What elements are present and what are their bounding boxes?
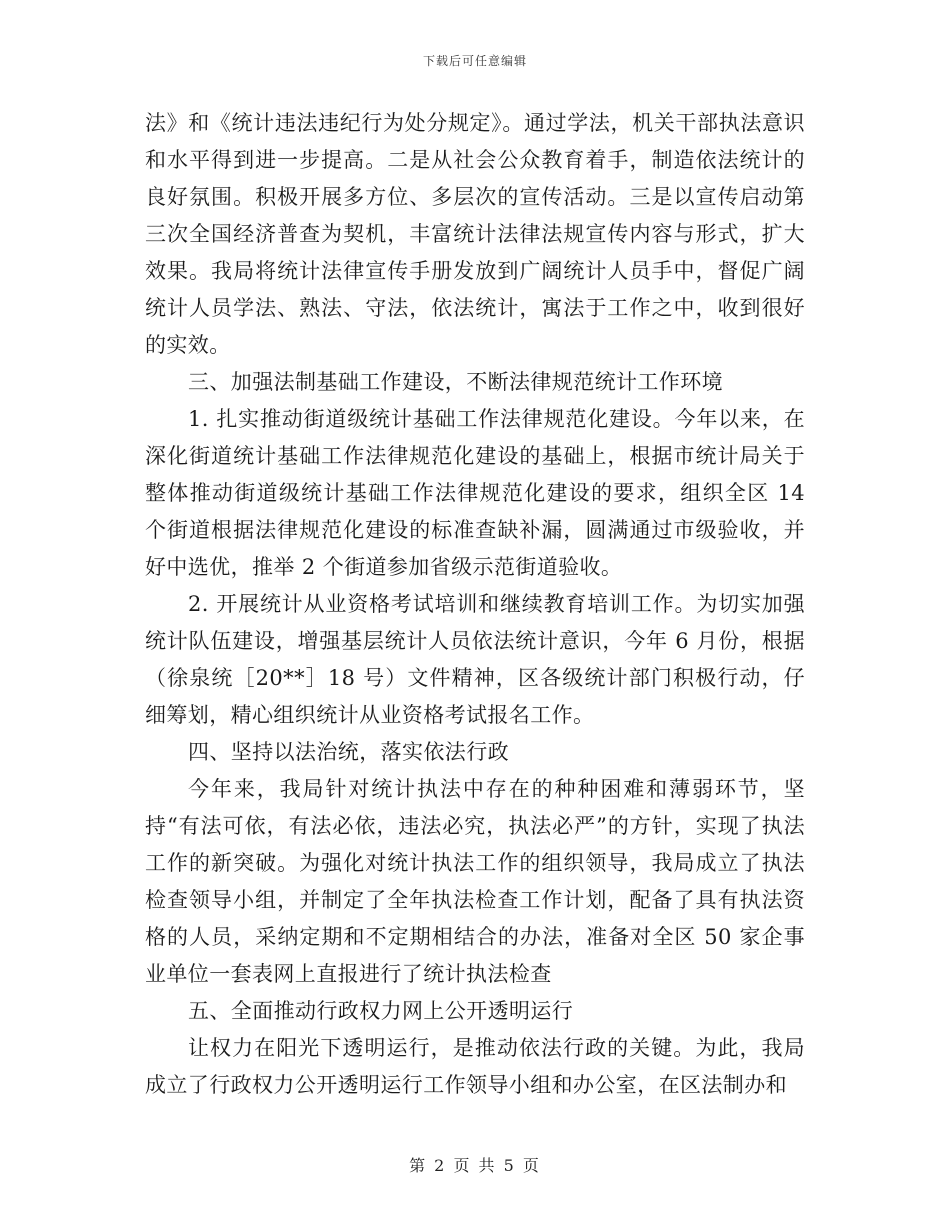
header-note: 下载后可任意编辑 [422,54,527,68]
page-number-footer: 第 2 页 共 5 页 [409,1156,541,1175]
section-heading-4: 四、坚持以法治统，落实依法行政 [188,740,509,764]
paragraph-section-4: 今年来，我局针对统计执法中存在的种种困难和薄弱环节，坚持“有法可依，有法必依，违法必究，执法必严”的方针，实现了执法工作的新突破。为强化对统计执法工作的组织领导，我局成立了执法检查领导小组，并制定了全年执法检查工作计划，配备了具有执法资格的人员，采纳定期和不定期相结合的办法，准备对全区 50 家企事业单位一套表网上直报进行了统计执法检查 [145,777,805,986]
section-heading-5: 五、全面推动行政权力网上公开透明运行 [188,999,574,1023]
paragraph-item-1: 1. 扎实推动街道级统计基础工作法律规范化建设。今年以来，在深化街道统计基础工作法律规范化建设的基础上，根据市统计局关于整体推动街道级统计基础工作法律规范化建设的要求，组织全区 14 个街道根据法律规范化建设的标准查缺补漏，圆满通过市级验收，并好中选优，推举 2 个街道参加省级示范街道验收。 [145,407,805,579]
paragraph-continuation: 法》和《统计违法违纪行为处分规定》。通过学法，机关干部执法意识和水平得到进一步提高。二是从社会公众教育着手，制造依法统计的良好氛围。积极开展多方位、多层次的宣传活动。三是以宣传启动第三次全国经济普查为契机，丰富统计法律法规宣传内容与形式，扩大效果。我局将统计法律宣传手册发放到广阔统计人员手中，督促广阔统计人员学法、熟法、守法，依法统计，寓法于工作之中，收到很好的实效。 [145,111,805,357]
document-body [145,105,805,1104]
section-heading-3: 三、加强法制基础工作建设，不断法律规范统计工作环境 [188,370,723,394]
paragraph-item-2: 2. 开展统计从业资格考试培训和继续教育培训工作。为切实加强统计队伍建设，增强基层统计人员依法统计意识，今年 6 月份，根据（徐泉统［20**］18 号）文件精神，区各级统计部门积极行动，仔细筹划，精心组织统计从业资格考试报名工作。 [145,592,805,727]
paragraph-section-5: 让权力在阳光下透明运行，是推动依法行政的关键。为此，我局成立了行政权力公开透明运行工作领导小组和办公室，在区法制办和 [145,1036,805,1097]
